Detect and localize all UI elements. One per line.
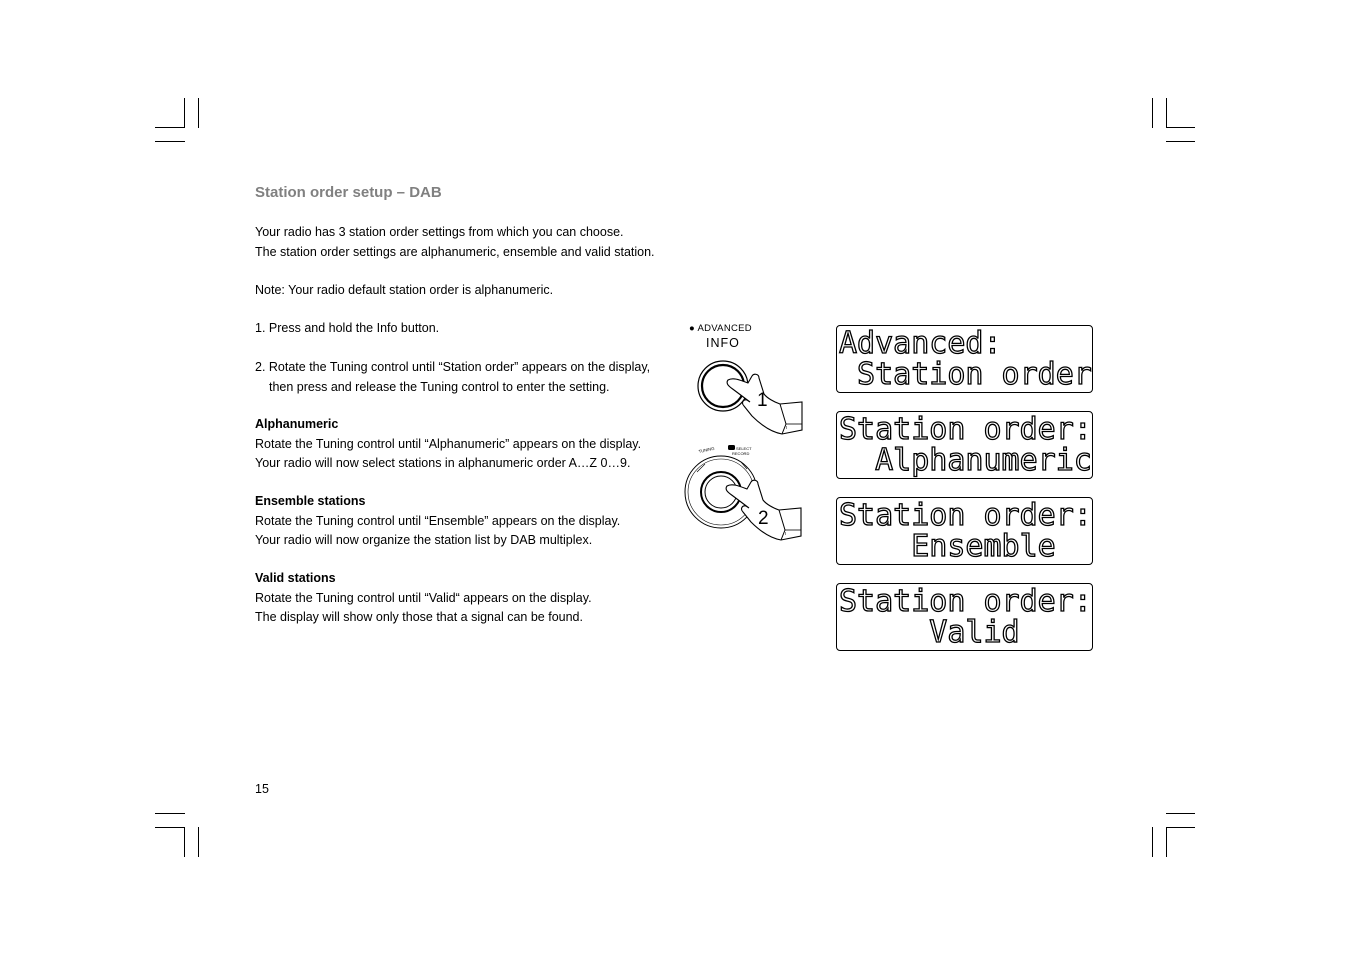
lcd-line-1: Station order: <box>839 498 1092 533</box>
section-line: Rotate the Tuning control until “Valid“ appears on the display. <box>255 590 592 605</box>
crop-mark <box>1166 98 1167 128</box>
page-number: 15 <box>255 782 269 796</box>
crop-mark <box>1166 813 1195 814</box>
crop-mark <box>184 827 185 857</box>
lcd-display-alphanumeric <box>836 411 1093 479</box>
crop-mark <box>1152 98 1153 128</box>
lcd-line-2: Station order <box>839 357 1092 392</box>
step-2-text <box>255 358 650 397</box>
crop-mark <box>155 127 185 128</box>
section-ensemble <box>255 492 620 551</box>
select-label: SELECT <box>736 446 752 451</box>
crop-mark <box>155 141 185 142</box>
info-label: INFO <box>706 336 740 350</box>
crop-mark <box>184 98 185 128</box>
step-2-line: 2. Rotate the Tuning control until “Station order” appears on the display, <box>255 360 651 374</box>
note-text: Note: Your radio default station order is alphanumeric. <box>255 283 554 297</box>
crop-mark <box>1166 127 1195 128</box>
section-heading: Alphanumeric <box>255 417 339 431</box>
step-number-2: 2 <box>758 508 769 529</box>
lcd-line-1: Advanced: <box>839 326 1002 361</box>
crop-mark <box>198 98 199 128</box>
crop-mark <box>198 827 199 857</box>
record-label: RECORD <box>732 451 750 456</box>
intro-line: The station order settings are alphanumeric, ensemble and valid station. <box>255 244 655 259</box>
section-line: Your radio will now select stations in alphanumeric order A…Z 0…9. <box>255 456 631 470</box>
lcd-line-2: Ensemble <box>839 529 1056 564</box>
lcd-line-2: Alphanumeric <box>839 443 1092 478</box>
intro-line: Your radio has 3 station order settings from which you can choose. <box>255 225 624 239</box>
section-heading: Valid stations <box>255 571 336 585</box>
crop-mark <box>1166 827 1167 857</box>
crop-mark <box>155 827 185 828</box>
page-title: Station order setup – DAB <box>255 184 442 201</box>
section-heading: Ensemble stations <box>255 494 366 508</box>
lcd-line-1: Station order: <box>839 584 1092 619</box>
crop-mark <box>1166 141 1195 142</box>
step-1-text: 1. Press and hold the Info button. <box>255 321 440 335</box>
cuff-mark: ι <box>785 531 787 537</box>
tuning-label: TUNING <box>698 445 715 454</box>
cuff-mark: ι <box>786 425 788 431</box>
lcd-display-valid <box>836 583 1093 651</box>
step-2-line: then press and release the Tuning control to enter the setting. <box>269 379 610 394</box>
section-line: Your radio will now organize the station list by DAB multiplex. <box>255 533 593 547</box>
section-line: Rotate the Tuning control until “Ensemble” appears on the display. <box>255 513 621 528</box>
step-number-1: 1 <box>757 390 768 411</box>
lcd-line-2: Valid <box>839 615 1020 650</box>
section-alphanumeric <box>255 415 641 474</box>
section-line: The display will show only those that a signal can be found. <box>255 610 583 624</box>
tuning-knob-press-illustration <box>683 442 810 552</box>
lcd-line-1: Station order: <box>839 412 1092 447</box>
lcd-display-advanced <box>836 325 1093 393</box>
crop-mark <box>1152 827 1153 857</box>
crop-mark <box>155 813 185 814</box>
intro-paragraph <box>255 223 655 262</box>
lcd-display-ensemble <box>836 497 1093 565</box>
select-badge-icon <box>728 445 735 450</box>
section-line: Rotate the Tuning control until “Alphanumeric” appears on the display. <box>255 436 642 451</box>
info-button-press-illustration <box>690 354 810 436</box>
advanced-label: ● ADVANCED <box>689 323 752 334</box>
crop-mark <box>1166 827 1195 828</box>
section-valid <box>255 569 592 628</box>
